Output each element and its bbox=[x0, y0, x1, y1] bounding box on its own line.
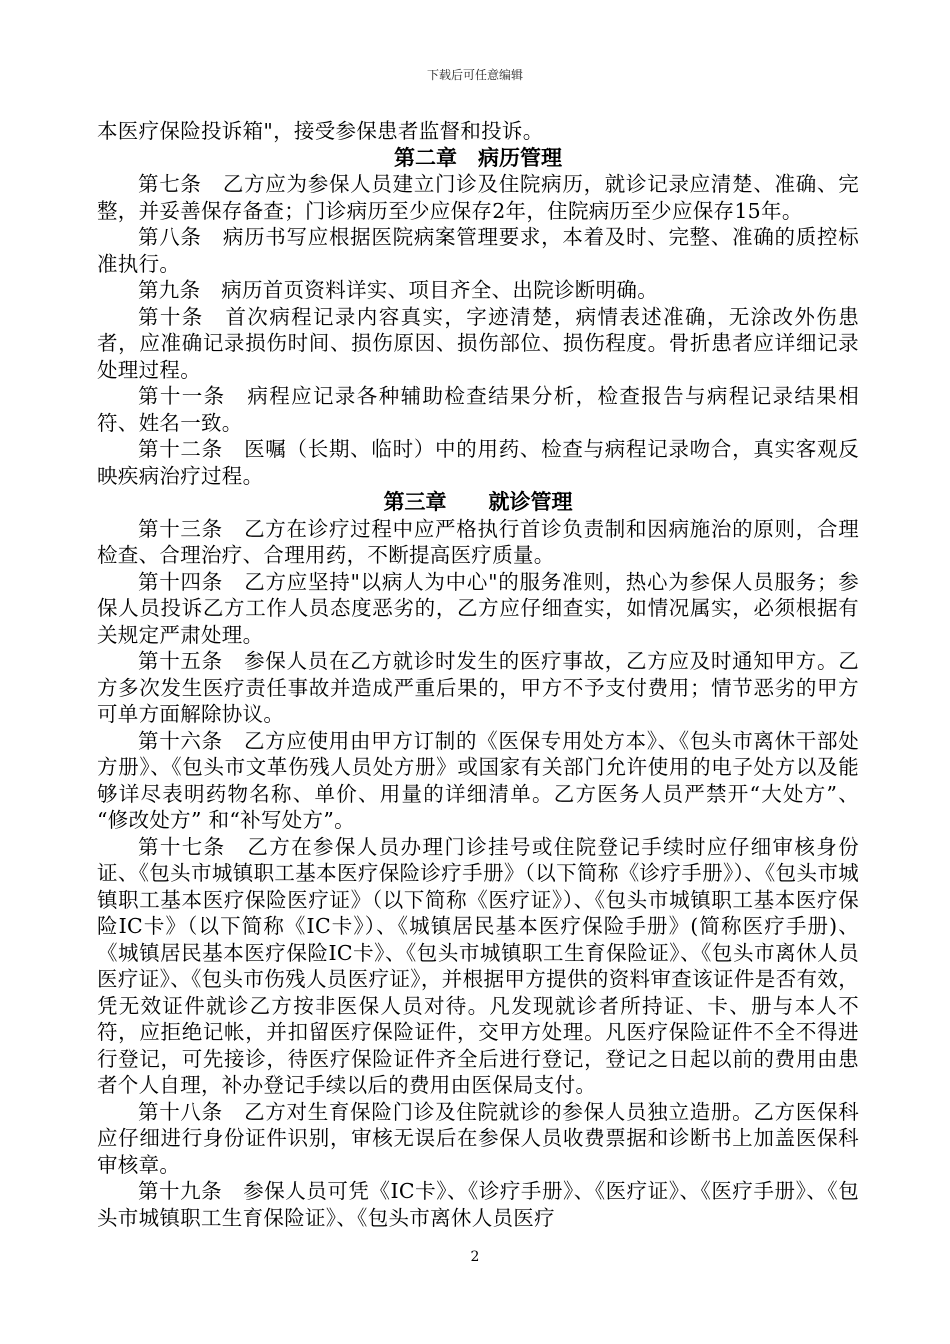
article-7: 第七条 乙方应为参保人员建立门诊及住院病历，就诊记录应清楚、准确、完整，并妥善保存备查；门诊病历至少应保存2年，住院病历至少应保存15年。 bbox=[97, 172, 859, 223]
article-16: 第十六条 乙方应使用由甲方订制的《医保专用处方本》、《包头市离休干部处方册》、《包头市文革伤残人员处方册》或国家有关部门允许使用的电子处方以及能够详尽表明药物名称、单价、用量的详细清单。乙方医务人员严禁开“大处方”、 “修改处方” 和“补写处方”。 bbox=[97, 728, 859, 832]
document-body bbox=[97, 118, 859, 1231]
article-15: 第十五条 参保人员在乙方就诊时发生的医疗事故，乙方应及时通知甲方。乙方多次发生医疗责任事故并造成严重后果的，甲方不予支付费用；情节恶劣的甲方可单方面解除协议。 bbox=[97, 649, 859, 726]
page-number: 2 bbox=[470, 1249, 480, 1265]
article-12: 第十二条 医嘱（长期、临时）中的用药、检查与病程记录吻合，真实客观反映疾病治疗过程。 bbox=[97, 437, 859, 488]
article-18: 第十八条 乙方对生育保险门诊及住院就诊的参保人员独立造册。乙方医保科应仔细进行身份证件识别，审核无误后在参保人员收费票据和诊断书上加盖医保科审核章。 bbox=[97, 1099, 859, 1177]
article-19: 第十九条 参保人员可凭《IC卡》、《诊疗手册》、《医疗证》、《医疗手册》、《包头市城镇职工生育保险证》、《包头市离休人员医疗 bbox=[97, 1179, 859, 1230]
article-11: 第十一条 病程应记录各种辅助检查结果分析，检查报告与病程记录结果相符、姓名一致。 bbox=[97, 384, 859, 435]
article-10: 第十条 首次病程记录内容真实，字迹清楚，病情表述准确，无涂改外伤患者，应准确记录损伤时间、损伤原因、损伤部位、损伤程度。骨折患者应详细记录处理过程。 bbox=[97, 304, 859, 382]
paragraph-lead: 本医疗保险投诉箱"，接受参保患者监督和投诉。 bbox=[97, 119, 544, 143]
chapter-heading-3: 第三章 就诊管理 bbox=[383, 489, 573, 514]
article-17: 第十七条 乙方在参保人员办理门诊挂号或住院登记手续时应仔细审核身份证、《包头市城镇职工基本医疗保险诊疗手册》（以下简称《诊疗手册》）、《包头市城镇职工基本医疗保险医疗证》（以下简称《医疗证》）、《包头市城镇职工基本医疗保险IC卡》（以下简称《IC卡》）、《城镇居民基本医疗保险手册》(简称医疗手册)、《城镇居民基本医疗保险IC卡》、《包头市城镇职工生育保险证》、《包头市离休人员医疗证》、《包头市伤残人员医疗证》，并根据甲方提供的资料审查该证件是否有效，凭无效证件就诊乙方按非医保人员对待。凡发现就诊者所持证、卡、册与本人不符，应拒绝记帐，并扣留医疗保险证件，交甲方处理。凡医疗保险证件不全不得进行登记，可先接诊，待医疗保险证件齐全后进行登记，登记之日起以前的费用由患者个人自理，补办登记手续以后的费用由医保局支付。 bbox=[97, 834, 859, 1097]
article-9: 第九条 病历首页资料详实、项目齐全、出院诊断明确。 bbox=[138, 278, 658, 302]
article-8: 第八条 病历书写应根据医院病案管理要求，本着及时、完整、准确的质控标准执行。 bbox=[97, 225, 859, 276]
chapter-heading-2: 第二章 病历管理 bbox=[394, 144, 562, 170]
article-14: 第十四条 乙方应坚持"以病人为中心"的服务准则，热心为参保人员服务；参保人员投诉乙方工作人员态度恶劣的，乙方应仔细查实，如情况属实，必须根据有关规定严肃处理。 bbox=[97, 569, 859, 647]
page-header: 下载后可任意编辑 bbox=[426, 68, 523, 82]
article-13: 第十三条 乙方在诊疗过程中应严格执行首诊负责制和因病施治的原则，合理检查、合理治疗、合理用药，不断提高医疗质量。 bbox=[97, 516, 859, 567]
